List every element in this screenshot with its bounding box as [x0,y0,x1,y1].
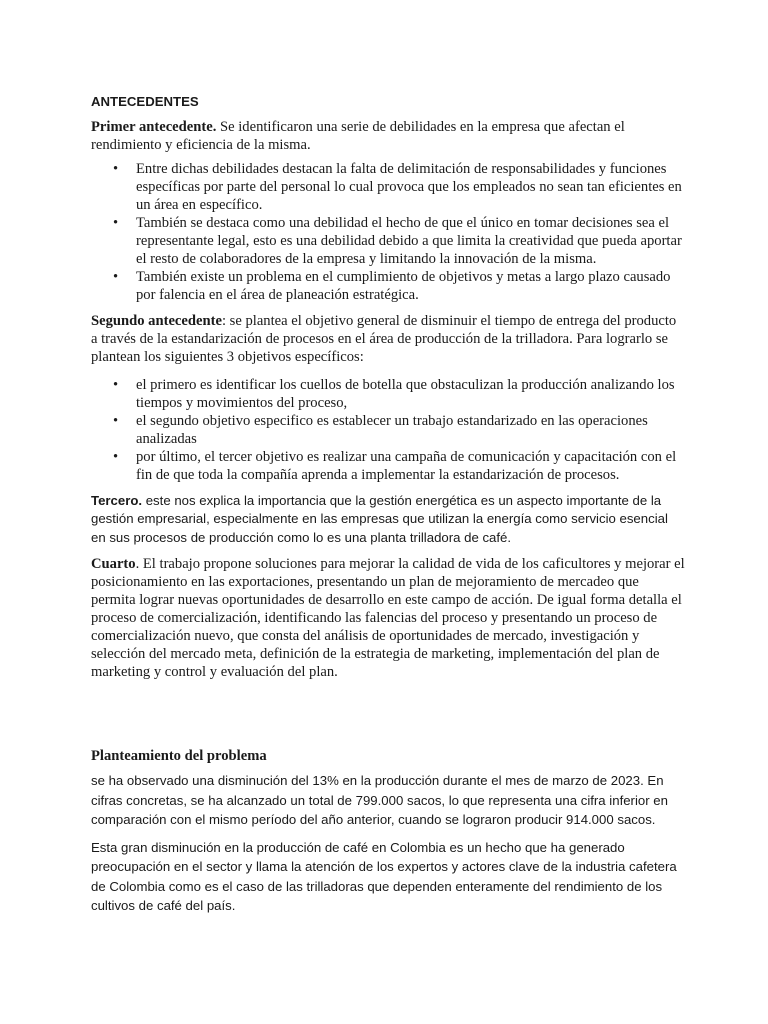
list-item [91,376,685,412]
list-item-text: por último, el tercer objetivo es realizar una campaña de comunicación y capacitación con el fin de que toda la compañía aprenda a implementar la estandarización de procesos. [136,448,677,483]
segundo-antecedente-list [91,376,685,484]
bullet-icon: • [113,214,119,231]
primer-antecedente-paragraph [91,118,685,154]
bullet-icon: • [113,376,119,393]
problema-paragraph-1: se ha observado una disminución del 13% en la producción durante el mes de marzo de 2023. En cifras concretas, se ha alcanzado un total de 799.000 sacos, lo que representa una cifra inferior en comparación con el mismo período del año anterior, cuando se lograron producir 914.000 sacos. [91,773,668,827]
cuarto-lead: Cuarto [91,556,136,572]
primer-antecedente-text: Se identificaron una serie de debilidades en la empresa que afectan el rendimiento y eficiencia de la misma. [91,118,625,153]
bullet-icon: • [113,448,119,465]
list-item-text: También existe un problema en el cumplimiento de objetivos y metas a largo plazo causado por falencia en el área de planeación estratégica. [136,268,671,303]
list-item-text: el primero es identificar los cuellos de botella que obstaculizan la producción analizando los tiempos y movimientos del proceso, [136,376,675,411]
bullet-icon: • [113,160,119,177]
tercero-lead: Tercero. [91,492,143,508]
list-item [91,160,685,214]
problema-paragraph-2: Esta gran disminución en la producción de café en Colombia es un hecho que ha generado preocupación en el sector y llama la atención de los expertos y actores clave de la industria cafetera de Colombia como es el caso de las trilladoras que dependen enteramente del rendimiento de los cultivos de café del país. [91,839,677,913]
list-item [91,214,685,268]
segundo-antecedente-paragraph [91,312,685,366]
cuarto-paragraph [91,555,685,681]
list-item [91,412,685,448]
primer-antecedente-list [91,160,685,304]
tercero-text: este nos explica la importancia que la gestión energética es un aspecto importante de la gestión empresarial, especialmente en las empresas que utilizan la energía como servicio esencial en sus procesos de producción como lo es una planta trilladora de café. [91,492,668,545]
list-item [91,448,685,484]
segundo-antecedente-text: : se plantea el objetivo general de disminuir el tiempo de entrega del producto a través de la estandarización de procesos en el área de producción de la trilladora. Para lograrlo se plantean los siguientes 3 objetivos específicos: [91,312,677,365]
bullet-icon: • [113,412,119,429]
bullet-icon: • [113,268,119,285]
antecedentes-heading: ANTECEDENTES [91,94,199,109]
list-item [91,268,685,304]
tercero-paragraph [91,492,685,548]
planteamiento-heading: Planteamiento del problema [91,748,267,764]
list-item-text: También se destaca como una debilidad el hecho de que el único en tomar decisiones sea el representante legal, esto es una debilidad debido a que limita la creatividad que pueda aportar el resto de colaboradores de la empresa y limitando la innovación de la misma. [136,214,682,267]
section-spacer [91,689,685,747]
primer-antecedente-lead: Primer antecedente. [91,118,217,135]
document-page [91,92,685,924]
list-item-text: el segundo objetivo especifico es establecer un trabajo estandarizado en las operaciones analizadas [136,412,648,447]
cuarto-text: . El trabajo propone soluciones para mejorar la calidad de vida de los caficultores y mejorar el posicionamiento en las exportaciones, presentando un plan de mejoramiento de mercadeo que permita lograr nuevas oportunidades de desarrollo en este campo de acción. De igual forma detalla el proceso de comercialización, identificando las falencias del proceso y presentando un proceso de comercialización nuevo, que consta del análisis de oportunidades de mercado, investigación y selección del mercado meta, definición de la estrategia de marketing, implementación del plan de marketing y control y evaluación del plan. [91,556,685,680]
list-item-text: Entre dichas debilidades destacan la falta de delimitación de responsabilidades y funciones específicas por parte del personal lo cual provoca que los empleados no sean tan eficientes en un área en específico. [136,160,682,213]
segundo-antecedente-lead: Segundo antecedente [91,312,222,329]
